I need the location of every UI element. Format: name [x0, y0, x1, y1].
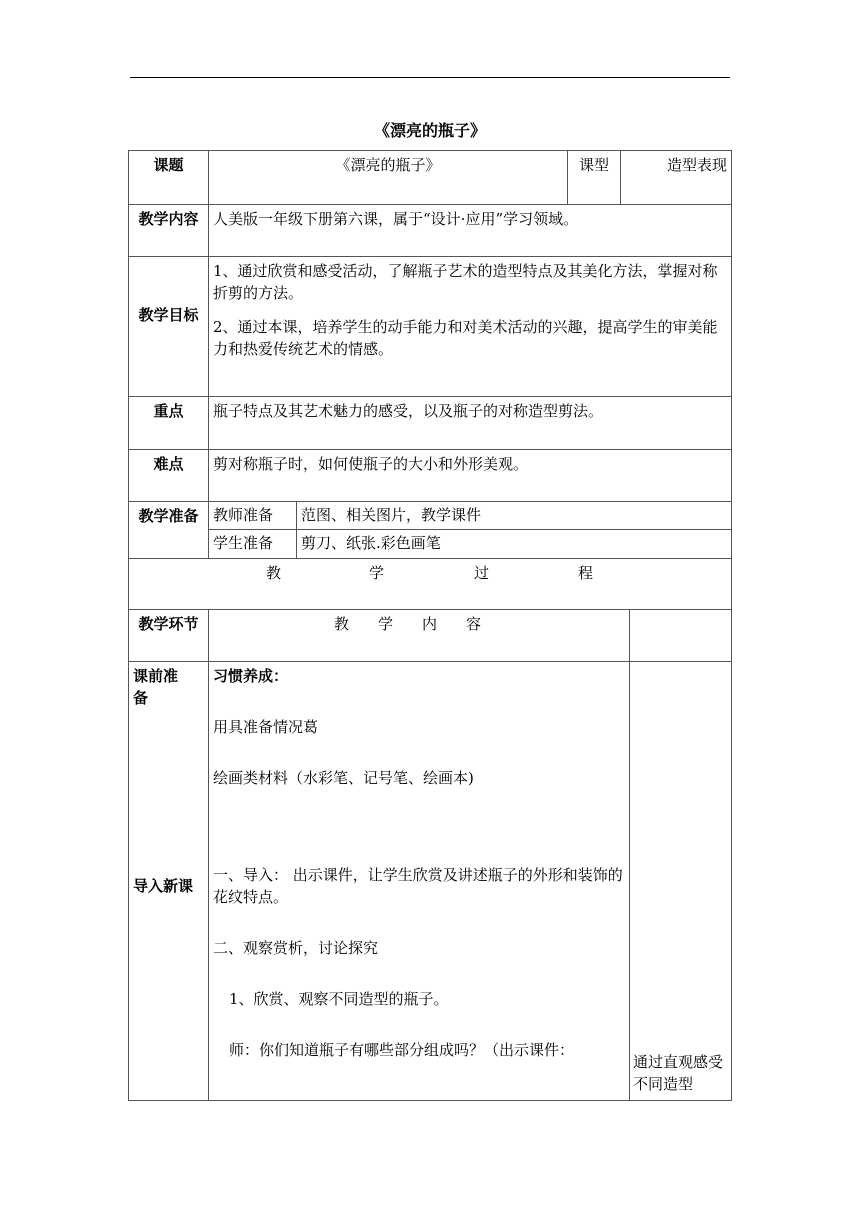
process-header-char-2: 学	[369, 564, 385, 582]
stage-pre-class: 课前准备	[133, 667, 179, 707]
intro-step-2: 二、观察赏析，讨论探究	[213, 939, 379, 957]
goals-value	[208, 256, 732, 397]
section-notes-header	[629, 609, 732, 662]
process-header	[128, 558, 732, 610]
section-content-header	[208, 609, 630, 662]
process-header-char-1: 教	[266, 564, 282, 582]
key-value: 瓶子特点及其艺术魅力的感受，以及瓶子的对称造型剪法。	[208, 396, 732, 450]
student-prep-value: 剪刀、纸张.彩色画笔	[296, 529, 732, 559]
goal-item-2: 2、通过本课，培养学生的动手能力和对美术活动的兴趣，提高学生的审美能力和热爱传统艺术的情感。	[213, 318, 718, 358]
intro-step-3: 1、欣赏、观察不同造型的瓶子。	[229, 990, 449, 1008]
goals-label: 教学目标	[128, 256, 209, 397]
content-header-char-4: 容	[466, 615, 482, 633]
key-label: 重点	[128, 396, 209, 450]
section-label: 教学环节	[128, 609, 209, 662]
process-header-char-3: 过	[474, 564, 490, 582]
document-title: 《漂亮的瓶子》	[373, 121, 486, 140]
prep-label: 教学准备	[128, 501, 209, 559]
habit-line-2: 绘画类材料（水彩笔、记号笔、绘画本)	[213, 769, 474, 787]
content-value: 人美版一年级下册第六课，属于“设计·应用”学习领域。	[208, 204, 732, 257]
goal-item-1: 1、通过欣赏和感受活动，了解瓶子艺术的造型特点及其美化方法，掌握对称折剪的方法。	[213, 262, 718, 302]
header-rule	[130, 77, 730, 78]
teacher-prep-label: 教师准备	[208, 501, 297, 530]
type-value: 造型表现	[620, 150, 732, 205]
student-prep-label: 学生准备	[208, 529, 297, 559]
type-label: 课型	[567, 150, 621, 205]
topic-label: 课题	[128, 150, 209, 205]
topic-value: 《漂亮的瓶子》	[208, 150, 568, 205]
intro-step-4: 师：你们知道瓶子有哪些部分组成吗？（出示课件：	[229, 1041, 575, 1059]
habit-title: 习惯养成：	[213, 667, 289, 685]
content-header-char-1: 教	[334, 615, 350, 633]
note-text: 通过直观感受不同造型	[633, 1053, 724, 1093]
process-header-char-4: 程	[578, 564, 594, 582]
teacher-prep-value: 范图、相关图片，教学课件	[296, 501, 732, 530]
habit-line-1: 用具准备情况葛	[213, 718, 319, 736]
content-header-char-2: 学	[378, 615, 394, 633]
process-content	[208, 661, 630, 1101]
intro-step-1: 一、导入： 出示课件，让学生欣赏及讲述瓶子的外形和装饰的花纹特点。	[213, 866, 623, 906]
difficulty-value: 剪对称瓶子时，如何使瓶子的大小和外形美观。	[208, 449, 732, 502]
content-header-char-3: 内	[422, 615, 438, 633]
content-label: 教学内容	[128, 204, 209, 257]
notes-column	[629, 661, 732, 1101]
stage-column	[128, 661, 209, 1101]
difficulty-label: 难点	[128, 449, 209, 502]
stage-intro: 导入新课	[133, 877, 194, 895]
